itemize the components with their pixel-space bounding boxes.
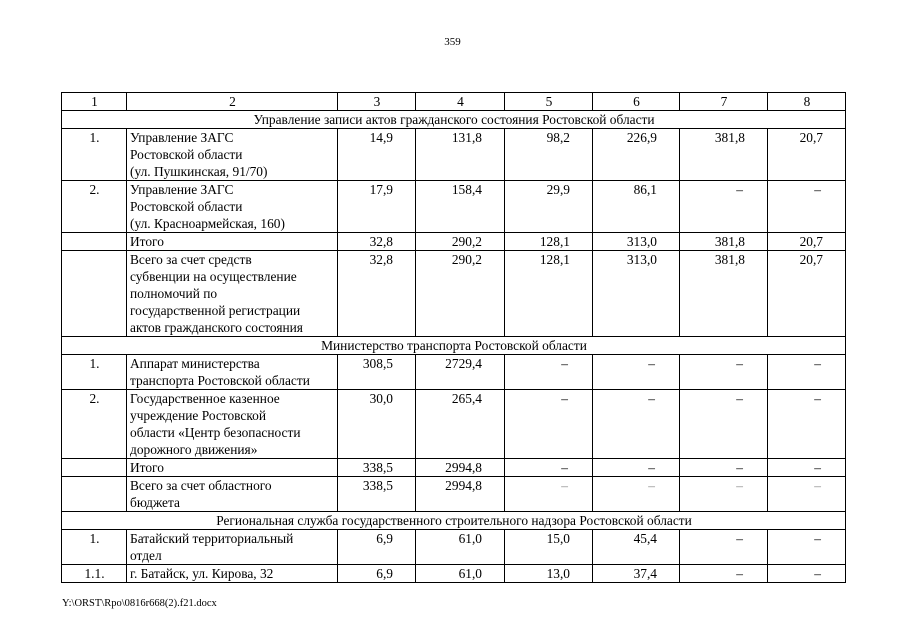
value-cell: 32,8 (338, 251, 416, 337)
column-number-cell: 4 (416, 93, 505, 111)
row-name-line: учреждение Ростовской (130, 408, 267, 423)
value-cell: 128,1 (505, 233, 593, 251)
row-name (127, 233, 338, 251)
value-cell: 128,1 (505, 251, 593, 337)
value-cell: 14,9 (338, 129, 416, 181)
row-name (127, 565, 338, 583)
value-cell: 131,8 (416, 129, 505, 181)
section-header-row (62, 512, 846, 530)
row-name-line: дорожного движения» (130, 442, 258, 457)
value-cell: – (505, 477, 593, 512)
file-path-footer: Y:\ORST\Rpo\0816r668(2).f21.docx (62, 598, 217, 609)
value-cell: – (680, 477, 768, 512)
value-cell: – (593, 355, 680, 390)
row-name-line: Всего за счет средств (130, 252, 252, 267)
table-body (62, 93, 846, 583)
value-cell: 20,7 (768, 251, 846, 337)
table-row (62, 129, 846, 181)
value-cell: – (593, 390, 680, 459)
table-row (62, 181, 846, 233)
value-cell: – (680, 181, 768, 233)
value-cell: 15,0 (505, 530, 593, 565)
value-cell: 226,9 (593, 129, 680, 181)
table-row (62, 390, 846, 459)
table-row (62, 565, 846, 583)
column-number-cell: 2 (127, 93, 338, 111)
value-cell: 29,9 (505, 181, 593, 233)
row-name (127, 129, 338, 181)
value-cell: – (768, 181, 846, 233)
row-number: 1.1. (62, 565, 127, 583)
value-cell: – (593, 459, 680, 477)
value-cell: 381,8 (680, 129, 768, 181)
value-cell: 290,2 (416, 251, 505, 337)
column-number-cell: 5 (505, 93, 593, 111)
table-row (62, 251, 846, 337)
row-name-line: Итого (130, 234, 164, 249)
row-name (127, 181, 338, 233)
row-name-line: (ул. Пушкинская, 91/70) (130, 164, 268, 179)
section-title: Управление записи актов гражданского состояния Ростовской области (62, 111, 846, 129)
row-name-line: области «Центр безопасности (130, 425, 301, 440)
value-cell: 313,0 (593, 251, 680, 337)
table-row (62, 355, 846, 390)
value-cell: 6,9 (338, 565, 416, 583)
column-number-cell: 6 (593, 93, 680, 111)
row-name-line: г. Батайск, ул. Кирова, 32 (130, 566, 274, 581)
page-number: 359 (444, 36, 461, 48)
value-cell: – (768, 565, 846, 583)
value-cell: – (680, 355, 768, 390)
value-cell: 2994,8 (416, 459, 505, 477)
row-name (127, 390, 338, 459)
row-number (62, 477, 127, 512)
value-cell: – (768, 390, 846, 459)
value-cell: 61,0 (416, 565, 505, 583)
value-cell: – (768, 530, 846, 565)
row-name (127, 530, 338, 565)
column-number-cell: 1 (62, 93, 127, 111)
row-name-line: субвенции на осуществление (130, 269, 297, 284)
row-number: 2. (62, 390, 127, 459)
value-cell: 20,7 (768, 129, 846, 181)
value-cell: 265,4 (416, 390, 505, 459)
row-name-line: бюджета (130, 495, 180, 510)
row-name-line: отдел (130, 548, 162, 563)
row-number (62, 251, 127, 337)
row-name (127, 251, 338, 337)
section-title: Министерство транспорта Ростовской области (62, 337, 846, 355)
value-cell: 338,5 (338, 477, 416, 512)
section-header-row (62, 111, 846, 129)
value-cell: – (768, 459, 846, 477)
value-cell: 290,2 (416, 233, 505, 251)
row-name-line: Ростовской области (130, 199, 243, 214)
row-number: 1. (62, 530, 127, 565)
row-number (62, 233, 127, 251)
value-cell: 86,1 (593, 181, 680, 233)
row-number: 2. (62, 181, 127, 233)
value-cell: 61,0 (416, 530, 505, 565)
row-name-line: Ростовской области (130, 147, 243, 162)
value-cell: 45,4 (593, 530, 680, 565)
table-row (62, 477, 846, 512)
section-header-row (62, 337, 846, 355)
value-cell: 30,0 (338, 390, 416, 459)
value-cell: 381,8 (680, 233, 768, 251)
value-cell: 2994,8 (416, 477, 505, 512)
value-cell: – (680, 530, 768, 565)
value-cell: 98,2 (505, 129, 593, 181)
row-name-line: Управление ЗАГС (130, 182, 234, 197)
table-row (62, 233, 846, 251)
row-name (127, 355, 338, 390)
value-cell: 2729,4 (416, 355, 505, 390)
value-cell: 308,5 (338, 355, 416, 390)
column-number-cell: 8 (768, 93, 846, 111)
table-row (62, 530, 846, 565)
value-cell: 17,9 (338, 181, 416, 233)
column-number-row (62, 93, 846, 111)
value-cell: 32,8 (338, 233, 416, 251)
value-cell: 338,5 (338, 459, 416, 477)
row-name-line: государственной регистрации (130, 303, 301, 318)
column-number-cell: 7 (680, 93, 768, 111)
value-cell: – (505, 355, 593, 390)
row-number (62, 459, 127, 477)
row-name (127, 459, 338, 477)
value-cell: – (680, 459, 768, 477)
row-name-line: Итого (130, 460, 164, 475)
value-cell: – (505, 390, 593, 459)
row-name-line: Аппарат министерства (130, 356, 260, 371)
row-name (127, 477, 338, 512)
row-number: 1. (62, 129, 127, 181)
value-cell: – (680, 390, 768, 459)
value-cell: – (680, 565, 768, 583)
row-name-line: Всего за счет областного (130, 478, 272, 493)
value-cell: – (593, 477, 680, 512)
table-row (62, 459, 846, 477)
value-cell: 158,4 (416, 181, 505, 233)
column-number-cell: 3 (338, 93, 416, 111)
row-number: 1. (62, 355, 127, 390)
row-name-line: полномочий по (130, 286, 218, 301)
data-table (61, 92, 846, 583)
value-cell: – (505, 459, 593, 477)
value-cell: – (768, 355, 846, 390)
section-title: Региональная служба государственного строительного надзора Ростовской области (62, 512, 846, 530)
value-cell: 37,4 (593, 565, 680, 583)
value-cell: – (768, 477, 846, 512)
row-name-line: (ул. Красноармейская, 160) (130, 216, 285, 231)
row-name-line: Батайский территориальный (130, 531, 294, 546)
row-name-line: Управление ЗАГС (130, 130, 234, 145)
value-cell: 13,0 (505, 565, 593, 583)
value-cell: 313,0 (593, 233, 680, 251)
row-name-line: транспорта Ростовской области (130, 373, 310, 388)
value-cell: 381,8 (680, 251, 768, 337)
row-name-line: актов гражданского состояния (130, 320, 303, 335)
row-name-line: Государственное казенное (130, 391, 280, 406)
value-cell: 20,7 (768, 233, 846, 251)
value-cell: 6,9 (338, 530, 416, 565)
